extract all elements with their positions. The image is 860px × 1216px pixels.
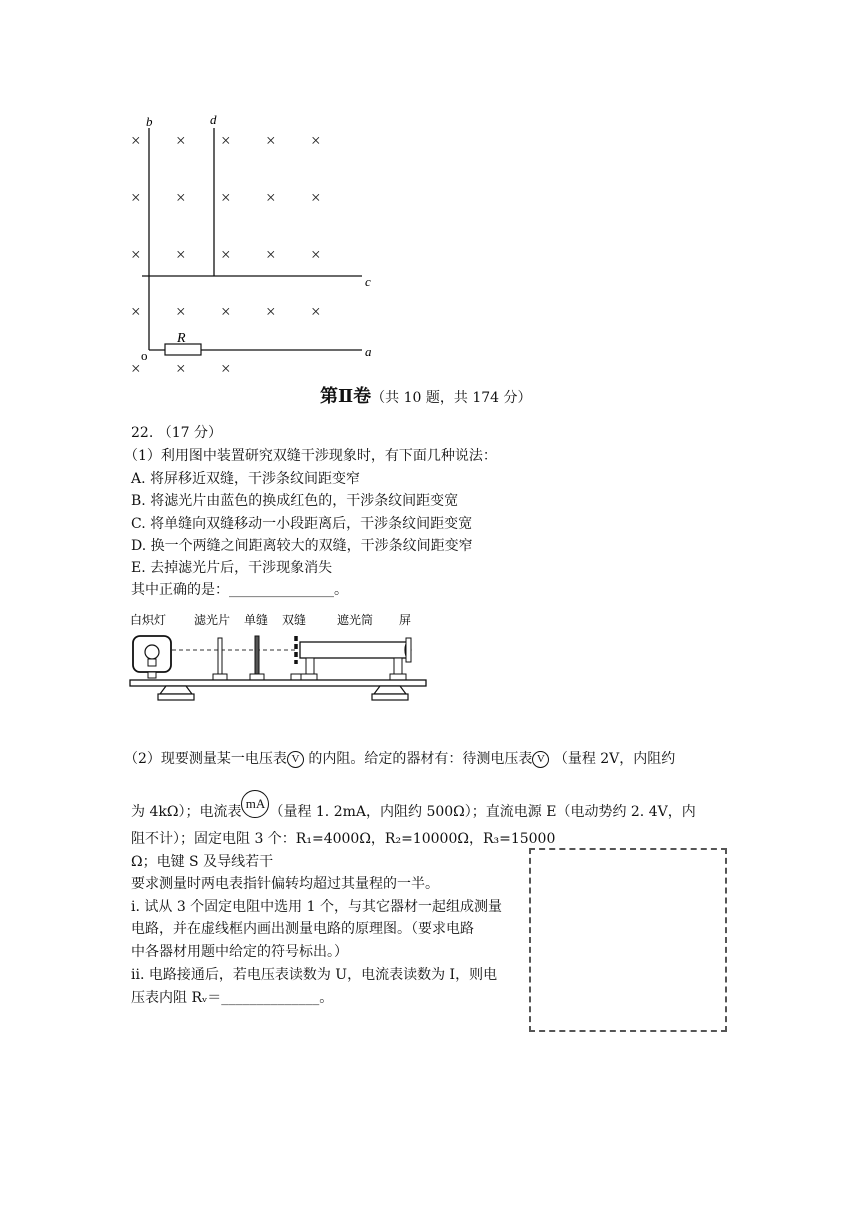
- part2-i-line2: 电路，并在虚线框内画出测量电路的原理图。（要求电路: [131, 921, 474, 937]
- field-cross-2-3: ×: [266, 245, 276, 264]
- part2-line2: 为 4kΩ）；电流表mA（量程 1. 2mA，内阻约 500Ω）；直流电源 E（电动势约 2. 4V，内: [131, 798, 696, 826]
- field-cross-4-1: ×: [176, 359, 186, 378]
- section-subtitle: （共 10 题，共 174 分）: [371, 390, 532, 406]
- field-cross-4-2: ×: [221, 359, 231, 378]
- field-cross-3-0: ×: [131, 302, 141, 321]
- field-cross-1-3: ×: [266, 188, 276, 207]
- label-screen: 屏: [399, 613, 412, 627]
- double-slit-apparatus: [124, 608, 434, 708]
- field-cross-3-2: ×: [221, 302, 231, 321]
- part2-line4: Ω；电键 S 及导线若干: [131, 854, 274, 870]
- field-cross-0-1: ×: [176, 131, 186, 150]
- field-cross-2-0: ×: [131, 245, 141, 264]
- label-lamp: 白炽灯: [130, 613, 167, 627]
- option-E: E. 去掉滤光片后，干涉现象消失: [131, 560, 333, 576]
- field-cross-grid: [131, 131, 321, 378]
- field-cross-2-4: ×: [311, 245, 321, 264]
- field-cross-1-0: ×: [131, 188, 141, 207]
- voltmeter-symbol: V: [287, 751, 304, 768]
- field-cross-0-2: ×: [221, 131, 231, 150]
- label-single-slit: 单缝: [244, 613, 269, 627]
- field-cross-2-1: ×: [176, 245, 186, 264]
- field-cross-0-3: ×: [266, 131, 276, 150]
- label-d: d: [210, 112, 217, 127]
- part2-line5: 要求测量时两电表指针偏转均超过其量程的一半。: [131, 876, 439, 892]
- lamp-bulb: [145, 645, 159, 659]
- label-a: a: [365, 344, 372, 359]
- field-cross-0-0: ×: [131, 131, 141, 150]
- field-cross-1-4: ×: [311, 188, 321, 207]
- part2-i-line3: 中各器材用题中给定的符号标出。）: [131, 944, 348, 960]
- field-cross-0-4: ×: [311, 131, 321, 150]
- field-cross-3-1: ×: [176, 302, 186, 321]
- answer-prompt: 其中正确的是：_______________。: [131, 582, 348, 598]
- field-cross-4-0: ×: [131, 359, 141, 378]
- label-o: o: [141, 348, 148, 363]
- option-A: A. 将屏移近双缝，干涉条纹间距变窄: [131, 471, 361, 487]
- label-tube: 遮光筒: [337, 613, 374, 627]
- label-c: c: [365, 274, 371, 289]
- field-cross-3-3: ×: [266, 302, 276, 321]
- label-R: R: [177, 331, 186, 346]
- screen: [406, 638, 411, 662]
- bench-foot-left: [160, 686, 192, 694]
- q22-header: 22. （17 分）: [131, 425, 222, 441]
- part2-line1: （2）现要测量某一电压表 V 的内阻。给定的器材有：待测电压表 V （量程 2V，内阻约: [124, 751, 676, 767]
- field-cross-1-1: ×: [176, 188, 186, 207]
- field-cross-2-2: ×: [221, 245, 231, 264]
- option-B: B. 将滤光片由蓝色的换成红色的，干涉条纹间距变宽: [131, 493, 459, 509]
- q22-part1-intro: （1）利用图中装置研究双缝干涉现象时，有下面几种说法：: [124, 448, 497, 464]
- bench-foot-right: [374, 686, 406, 694]
- option-C: C. 将单缝向双缝移动一小段距离后，干涉条纹间距变宽: [131, 516, 473, 532]
- single-slit: [255, 636, 259, 674]
- optical-bench: [130, 680, 426, 686]
- section-title: 第Ⅱ卷: [320, 386, 372, 407]
- circuit-drawing-box[interactable]: [529, 848, 727, 1032]
- option-D: D. 换一个两缝之间距离较大的双缝，干涉条纹间距变窄: [131, 538, 473, 554]
- part2-ii-line1: ii. 电路接通后，若电压表读数为 U，电流表读数为 I，则电: [131, 967, 498, 983]
- part2-ii-line2: 压表内阻 Rᵥ＝______________。: [131, 990, 334, 1006]
- section-heading: [320, 388, 532, 407]
- filter: [218, 638, 222, 674]
- label-b: b: [146, 114, 153, 129]
- voltmeter-symbol-2: V: [532, 751, 549, 768]
- magnetic-field-figure: [120, 108, 390, 380]
- label-double-slit: 双缝: [282, 613, 307, 627]
- part2-i-line1: i. 试从 3 个固定电阻中选用 1 个，与其它器材一起组成测量: [131, 899, 502, 915]
- field-cross-1-2: ×: [221, 188, 231, 207]
- ammeter-symbol: mA: [241, 790, 269, 818]
- light-shield-tube: [300, 642, 408, 658]
- label-filter: 滤光片: [194, 613, 231, 627]
- part2-line3: 阻不计）；固定电阻 3 个：R₁=4000Ω，R₂=10000Ω，R₃=15000: [131, 831, 556, 847]
- field-cross-3-4: ×: [311, 302, 321, 321]
